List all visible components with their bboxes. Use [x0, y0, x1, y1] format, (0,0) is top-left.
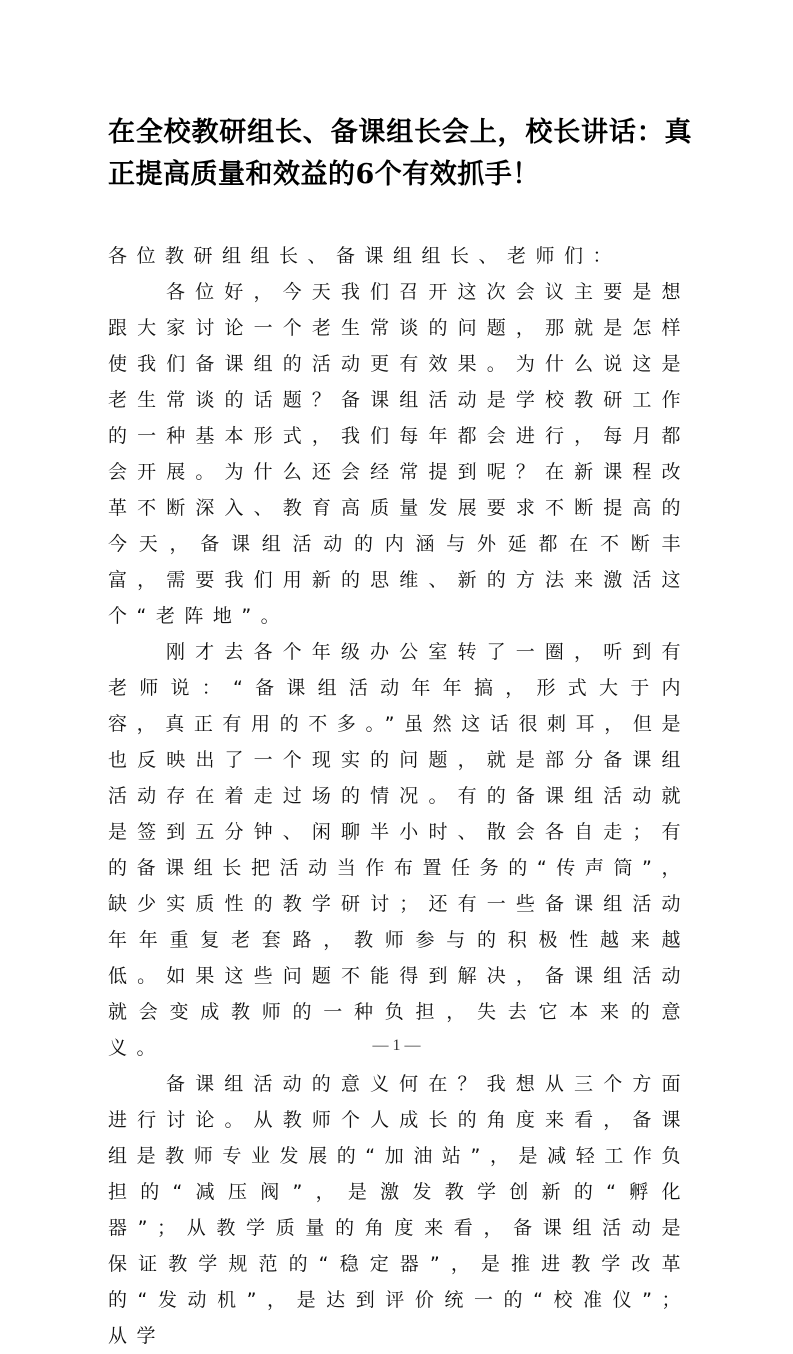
paragraph: 各位好，今天我们召开这次会议主要是想跟大家讨论一个老生常谈的问题，那就是怎样使我们备课组的活动更有效果。为什么说这是老生常谈的话题？备课组活动是学校教研工作的一种基本形式，我们每年都会进行，每月都会开展。为什么还会经常提到呢？在新课程改革不断深入、教育高质量发展要求不断提高的今天，备课组活动的内涵与外延都在不断丰富，需要我们用新的思维、新的方法来激活这个“老阵地”。 [108, 281, 690, 627]
page-number: — 1 — [372, 1037, 421, 1054]
paragraph: 刚才去各个年级办公室转了一圈，听到有老师说：“备课组活动年年搞，形式大于内容，真正有用的不多。”虽然这话很刺耳，但是也反映出了一个现实的问题，就是部分备课组活动存在着走过场的情况。有的备课组活动就是签到五分钟、闲聊半小时、散会各自走；有的备课组长把活动当作布置任务的“传声筒”，缺少实质性的教学研讨；还有一些备课组活动年年重复老套路，教师参与的积极性越来越低。如果这些问题不能得到解决，备课组活动就会变成教师的一种负担，失去它本来的意义。 [108, 641, 690, 1059]
paragraph: 备课组活动的意义何在？我想从三个方面进行讨论。从教师个人成长的角度来看，备课组是教师专业发展的“加油站”，是减轻工作负担的“减压阀”，是激发教学创新的“孵化器”；从教学质量的角度来看，备课组活动是保证教学规范的“稳定器”，是推进教学改革的“发动机”，是达到评价统一的“校准仪”；从学 [108, 1073, 690, 1347]
greeting: 各位教研组组长、备课组组长、老师们： [108, 245, 622, 267]
document-title: 在全校教研组长、备课组长会上，校长讲话：真正提高质量和效益的6个有效抓手！ [108, 117, 692, 190]
document-body [108, 238, 690, 1354]
